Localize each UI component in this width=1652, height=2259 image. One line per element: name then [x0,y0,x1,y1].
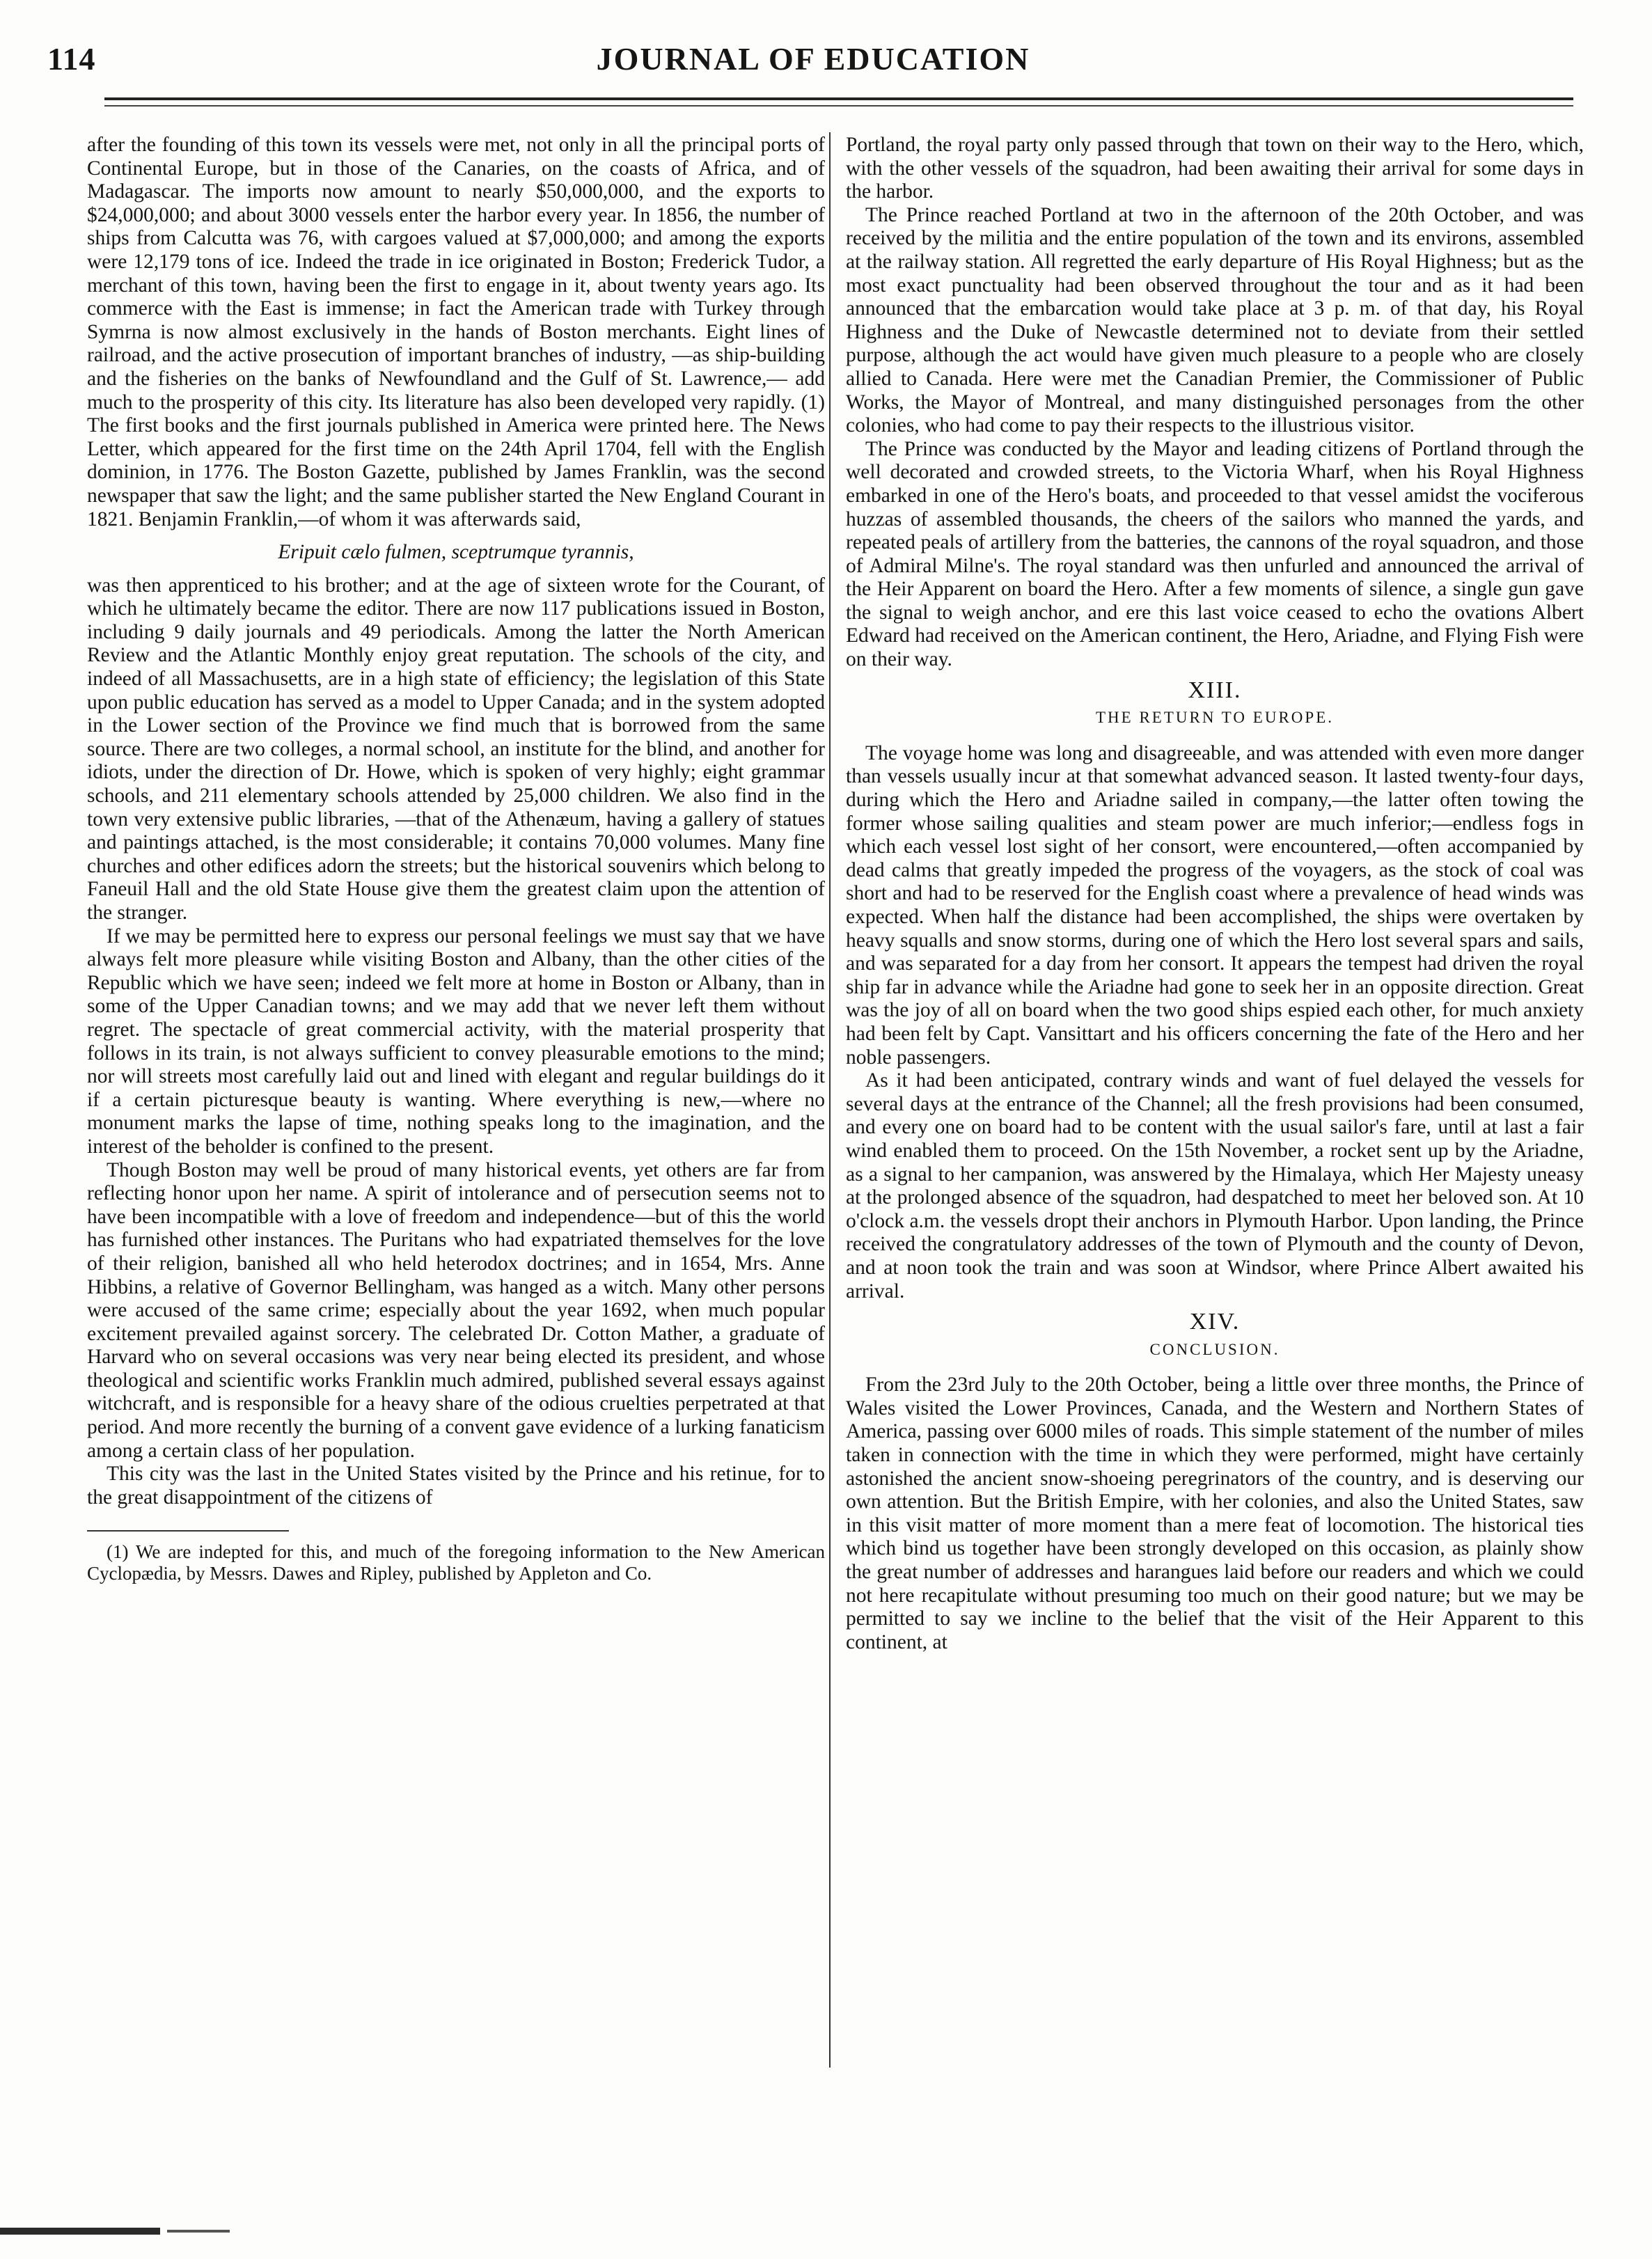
section-title: THE RETURN TO EUROPE. [1096,709,1334,727]
section-title: CONCLUSION. [1149,1340,1280,1358]
paragraph: The Prince was conducted by the Mayor and leading citizens of Portland through the well decorated and crowded streets, to the Victoria Wharf, when his Royal Highness embarked in one of the Hero's boats, and proceeded to that vessel amidst the vociferous huzzas of assembled thousands, the cheers of the sailors who manned the yards, and repeated peals of artillery from the batteries, the cannons of the royal squadron, and those of Admiral Milne's. The royal standard was then unfurled and announced the arrival of the Heir Apparent on board the Hero. After a few moments of silence, a single gun gave the signal to weigh anchor, and ere this last voice ceased to echo the ovations Albert Edward had received on the American continent, the Hero, Ariadne, and Flying Fish were on their way. [846,437,1584,671]
paragraph: If we may be permitted here to express our personal feelings we must say that we have always felt more pleasure while visiting Boston and Albany, than the other cities of the Republic which we have seen; indeed we felt more at home in Boston or Albany, than in some of the Upper Canadian towns; and we may add that we never left them without regret. The spectacle of great commercial activity, with the material prosperity that follows in its train, is not always sufficient to convey pleasurable emotions to the mind; nor will streets most carefully laid out and lined with elegant and regular buildings do it if a certain picturesque beauty is wanting. Where everything is new,—where no monument marks the lapse of time, nothing speaks long to the imagination, and the interest of the beholder is confined to the present. [87,924,825,1158]
left-column [87,134,825,2083]
footnote: (1) We are indepted for this, and much of the foregoing information to the New American Cyclopædia, by Messrs. Dawes and Ripley, published by Appleton and Co. [87,1541,825,1584]
section-number: XIV. [1189,1309,1241,1335]
paragraph: Though Boston may well be proud of many historical events, yet others are far from reflecting honor upon her name. A spirit of intolerance and of persecution seems not to have been incompatible with a love of freedom and independence—but of this the world has furnished other instances. The Puritans who had expatriated themselves for the love of their religion, banished all who held heterodox doctrines; and in 1654, Mrs. Anne Hibbins, a relative of Governor Bellingham, was hanged as a witch. Many other persons were accused of the same crime; especially about the year 1692, when much popular excitement prevailed against sorcery. The celebrated Dr. Cotton Mather, a graduate of Harvard who on several occasions was very near being elected its president, and whose theological and scientific works Franklin much admired, published several essays against witchcraft, and is responsible for a heavy share of the odious cruelties perpetrated at that period. And more recently the burning of a convent gave evidence of a lurking fanaticism among a certain class of her population. [87,1158,825,1462]
paragraph: was then apprenticed to his brother; and at the age of sixteen wrote for the Courant, of which he ultimately became the editor. There are now 117 publications issued in Boston, including 9 daily journals and 49 periodicals. Among the latter the North American Review and the Atlantic Monthly enjoy great reputation. The schools of the city, and indeed of all Massachusetts, are in a high state of efficiency; the legislation of this State upon public education has served as a model to Upper Canada; and in the system adopted in the Lower section of the Province we find much that is borrowed from the same source. There are two colleges, a normal school, an institute for the blind, and another for idiots, under the direction of Dr. Howe, which is spoken of very highly; eight grammar schools, and 211 elementary schools attended by 25,000 children. We also find in the town very extensive public libraries, —that of the Athenæum, having a gallery of statues and paintings attached, is the most considerable; it contains 70,000 volumes. Many fine churches and other edifices adorn the streets; but the historical souvenirs which belong to Faneuil Hall and the old State House give them the greatest claim upon the attention of the stranger. [87,574,825,924]
paragraph: The Prince reached Portland at two in the afternoon of the 20th October, and was received by the militia and the entire population of the town and its environs, assembled at the railway station. All regretted the early departure of His Royal Highness; but as the most exact punctuality had been observed throughout the tour and as it had been announced that the embarcation would take place at 3 p. m. of that day, his Royal Highness and the Duke of Newcastle determined not to deviate from their settled purpose, although the act would have given much pleasure to a people who are closely allied to Canada. Here were met the Canadian Premier, the Commissioner of Public Works, the Mayor of Montreal, and many distinguished personages from the other colonies, who had come to pay their respects to the illustrious visitor. [846,203,1584,437]
paragraph: Portland, the royal party only passed through that town on their way to the Hero, which, with the other vessels of the squadron, had been awaiting their arrival for some days in the harbor. [846,134,1584,203]
latin-quotation: Eripuit cælo fulmen, sceptrumque tyrannis, [278,541,634,564]
right-column [846,134,1584,2055]
paragraph: after the founding of this town its vessels were met, not only in all the principal ports of Continental Europe, but in those of the Canaries, on the coasts of Africa, and of Madagascar. The imports now amount to nearly $50,000,000, and the exports to $24,000,000; and about 3000 vessels enter the harbor every year. In 1856, the number of ships from Calcutta was 76, with cargoes valued at $7,000,000; and among the exports were 12,179 tons of ice. Indeed the trade in ice originated in Boston; Frederick Tudor, a merchant of this town, having been the first to engage in it, about twenty years ago. Its commerce with the East is immense; in fact the American trade with Turkey through Symrna is now almost exclusively in the hands of Boston merchants. Eight lines of railroad, and the active prosecution of important branches of industry, —as ship-building and the fisheries on the banks of Newfoundland and the Gulf of St. Lawrence,— add much to the prosperity of this city. Its literature has also been developed very rapidly. (1) The first books and the first journals published in America were printed here. The News Letter, which appeared for the first time on the 24th April 1704, fell with the English dominion, in 1776. The Boston Gazette, published by James Franklin, was the second newspaper that saw the light; and the same publisher started the New England Courant in 1821. Benjamin Franklin,—of whom it was afterwards said, [87,134,825,530]
paragraph: From the 23rd July to the 20th October, being a little over three months, the Prince of Wales visited the Lower Provinces, Canada, and the Western and Northern States of America, passing over 6000 miles of roads. This simple statement of the number of miles taken in connection with the time in which they were performed, might have certainly astonished the ancient snow-shoeing peregrinators of the country, and is deserving our own attention. But the British Empire, with her colonies, and also the United States, saw in this visit matter of more moment than a mere feat of locomotion. The historical ties which bind us together have been strongly developed on this occasion, as plainly show the great number of addresses and harangues laid before our readers and which we could not here recapitulate without presuming too much on their good nature; but we may be permitted to say we incline to the belief that the visit of the Heir Apparent to this continent, at [846,1373,1584,1653]
column-divider [829,132,831,2068]
header-rule-thin [104,105,1573,107]
bottom-rule-mark [0,2228,160,2235]
paragraph: This city was the last in the United States visited by the Prince and his retinue, for to the great disappointment of the citizens of [87,1463,825,1509]
section-number: XIII. [1188,677,1242,703]
page-header [47,40,1579,84]
bottom-rule-mark [167,2230,230,2233]
paragraph: The voyage home was long and disagreeable, and was attended with even more danger than vessels usually incur at that somewhat advanced season. It lasted twenty-four days, during which the Hero and Ariadne sailed in company,—the latter often towing the former whose sailing qualities and steam power are much inferior;—endless fogs in which each vessel lost sight of her consort, were encountered,—often accompanied by dead calms that greatly impeded the progress of the voyagers, as the stock of coal was short and had to be reserved for the English coast where a prevalence of head winds was expected. When half the distance had been accomplished, the ships were overtaken by heavy squalls and snow storms, during one of which the Hero lost several spars and sails, and was separated for a day from her consort. It appears the tempest had driven the royal ship far in advance while the Ariadne had gone to seek her in an opposite direction. Great was the joy of all on board when the two good ships espied each other, for much anxiety had been felt by Capt. Vansittart and his officers concerning the fate of the Hero and her noble passengers. [846,741,1584,1069]
running-head: JOURNAL OF EDUCATION [596,41,1030,77]
footnote-rule [87,1530,289,1532]
header-rule-thick [104,97,1573,100]
paragraph: As it had been anticipated, contrary winds and want of fuel delayed the vessels for several days at the entrance of the Channel; all the fresh provisions had been consumed, and every one on board had to be content with the usual sailor's fare, until at last a fair wind enabled them to proceed. On the 15th November, a rocket sent up by the Ariadne, as a signal to her campanion, was answered by the Himalaya, which Her Majesty uneasy at the prolonged absence of the squadron, had despatched to meet her beloved son. At 10 o'clock a.m. the vessels dropt their anchors in Plymouth Harbor. Upon landing, the Prince received the congratulatory addresses of the town of Plymouth and the county of Devon, and at noon took the train and was soon at Windsor, where Prince Albert awaited his arrival. [846,1069,1584,1302]
page-number: 114 [47,41,96,77]
